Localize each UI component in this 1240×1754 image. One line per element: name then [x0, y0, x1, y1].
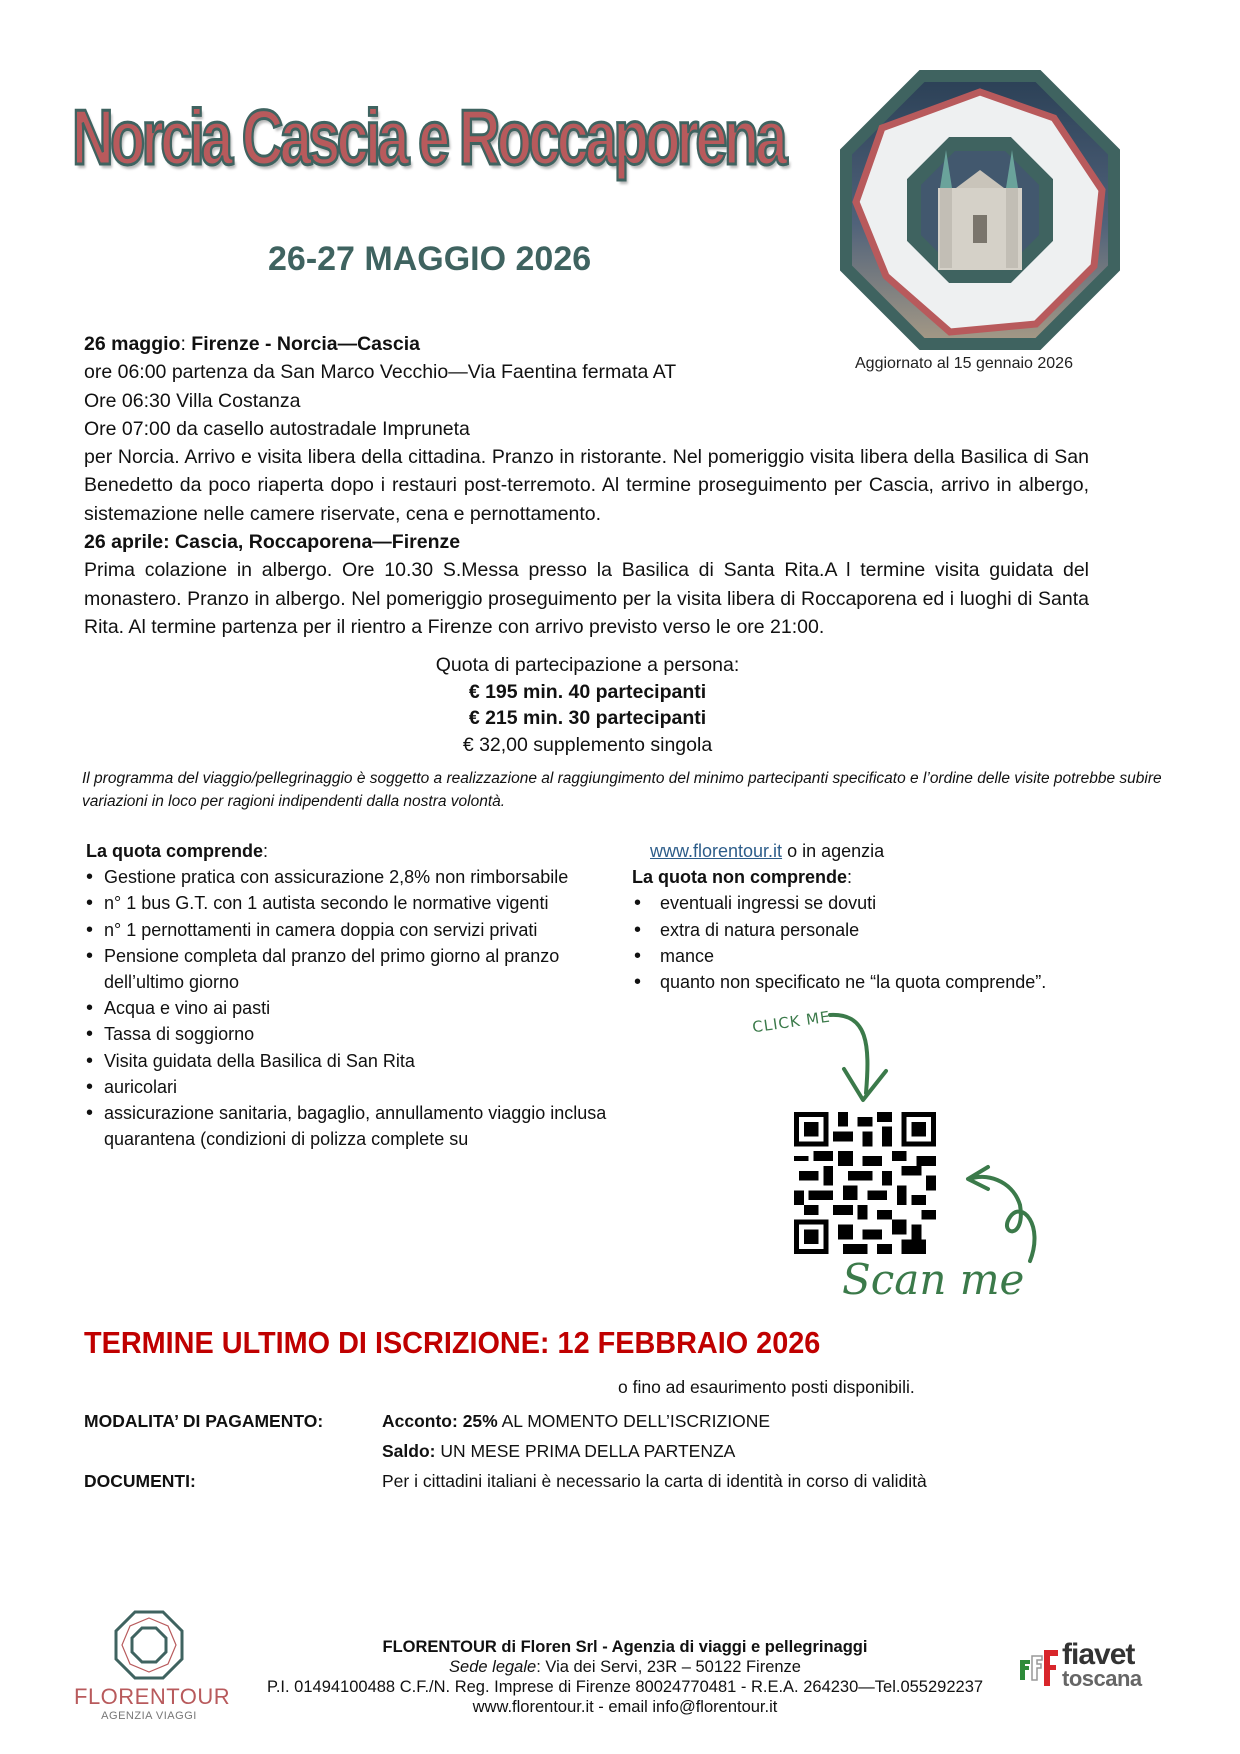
- day2-description: Prima colazione in albergo. Ore 10.30 S.Messa presso la Basilica di Santa Rita.A l termine visita guidata del monastero. Pranzo in albergo. Nel pomeriggio proseguimento per la visita libera di Roccaporena ed i luoghi di Santa Rita. Al termine partenza per il rientro a Firenze con arrivo previsto verso le ore 21:00.: [84, 559, 1089, 638]
- payment-row: [84, 1406, 927, 1436]
- day1-departure-2: Ore 06:30 Villa Costanza: [84, 389, 301, 412]
- trip-dates: 26-27 MAGGIO 2026: [268, 240, 592, 278]
- list-item: • auricolari: [86, 1074, 626, 1100]
- click-me-label: CLICK ME: [751, 1007, 832, 1037]
- list-item: • quanto non specificato ne “la quota comprende”.: [632, 969, 1112, 995]
- octagon-frame-icon: [840, 70, 1120, 350]
- terms: [84, 1406, 927, 1496]
- list-item: • Pensione completa dal pranzo del primo giorno al pranzo dell’ultimo giorno: [86, 943, 626, 995]
- single-supplement: € 32,00 supplemento singola: [462, 733, 713, 756]
- website-link[interactable]: www.florentour.it: [650, 841, 783, 861]
- fiavet-logo: [1018, 1638, 1168, 1694]
- excluded-section: www.florentour.it o in agenzia La quota non comprende: • eventuali ingressi se dovuti • extra di natura personale • mance • quanto non specificato ne “la quota comprende”.: [632, 838, 1112, 995]
- list-item: • Tassa di soggiorno: [86, 1021, 626, 1047]
- deposit-text: AL MOMENTO DELL’ISCRIZIONE: [497, 1411, 771, 1431]
- price-min-40: € 195 min. 40 partecipanti: [468, 680, 707, 703]
- fiavet-region: toscana: [1062, 1666, 1142, 1691]
- included-section: La quota comprende: • Gestione pratica con assicurazione 2,8% non rimborsabile • n° 1 bus G.T. con 1 autista secondo le normative vigenti • n° 1 pernottamenti in camera doppia con servizi privati • Pensione completa dal pranzo del primo giorno al pranzo dell’ultimo giorno • Acqua e vino ai pasti • Tassa di soggiorno • Visita guidata della Basilica di San Rita • auricolari • assicurazione sanitaria, bagaglio, annullamento viaggio inclusa quarantena (condizioni di polizza complete su: [86, 838, 626, 1152]
- octagon-logo-icon: [114, 1610, 184, 1680]
- pricing: [0, 652, 1175, 758]
- footer-info: [210, 1637, 1040, 1717]
- deposit-label: Acconto: 25%: [382, 1411, 498, 1431]
- list-item: • extra di natura personale: [632, 917, 1112, 943]
- footer-company: FLORENTOUR di Floren Srl - Agenzia di viaggi e pellegrinaggi: [382, 1638, 868, 1656]
- list-item: • Acqua e vino ai pasti: [86, 995, 626, 1021]
- continuation-text: o in agenzia: [782, 841, 885, 861]
- updated-date: Aggiornato al 15 gennaio 2026: [855, 355, 1073, 372]
- documents-row: [84, 1466, 927, 1496]
- excluded-heading: La quota non comprende: [632, 867, 848, 888]
- day1-date: 26 maggio: [84, 333, 181, 355]
- balance-text: UN MESE PRIMA DELLA PARTENZA: [435, 1441, 736, 1461]
- day1-departure-3: Ore 07:00 da casello autostradale Impruneta: [84, 417, 470, 440]
- documents-text: Per i cittadini italiani è necessario la carta di identità in corso di validità: [382, 1471, 927, 1491]
- payment-label: MODALITA’ DI PAGAMENTO:: [84, 1411, 324, 1431]
- florentour-logo: [74, 1610, 231, 1722]
- documents-label: DOCUMENTI:: [84, 1471, 196, 1491]
- fiavet-mark-icon: [1018, 1646, 1060, 1690]
- basilica-image: [840, 70, 1120, 350]
- qr-code-icon: [794, 1112, 936, 1254]
- list-item: • Visita guidata della Basilica di San Rita: [86, 1048, 626, 1074]
- list-item: • assicurazione sanitaria, bagaglio, annullamento viaggio inclusa quarantena (condizioni di polizza complete su: [86, 1100, 626, 1152]
- day1-heading: 26 maggio: Firenze - Norcia—Cascia: [84, 333, 420, 355]
- day1-route: Firenze - Norcia—Cascia: [191, 333, 420, 355]
- pricing-label: Quota di partecipazione a persona:: [435, 654, 740, 676]
- balance-label: Saldo:: [382, 1441, 436, 1461]
- footer-brand-sub: AGENZIA VIAGGI: [101, 1710, 197, 1722]
- list-item: • n° 1 pernottamenti in camera doppia con servizi privati: [86, 917, 626, 943]
- list-item: • eventuali ingressi se dovuti: [632, 890, 1112, 916]
- footer-registry: P.I. 01494100488 C.F./N. Reg. Imprese di Firenze 80024770481 - R.E.A. 264230—Tel.055292237: [266, 1678, 984, 1696]
- excluded-list: [632, 890, 1112, 995]
- itinerary: [84, 330, 1089, 641]
- scan-me-label: Scan me: [842, 1255, 1025, 1304]
- day1-departure-1: ore 06:00 partenza da San Marco Vecchio—Via Faentina fermata AT: [84, 361, 677, 384]
- footer-seat-label: Sede legale: [449, 1658, 537, 1676]
- deadline-note: o fino ad esaurimento posti disponibili.: [618, 1377, 915, 1397]
- fiavet-text: fiavet: [1062, 1638, 1135, 1671]
- list-item: • n° 1 bus G.T. con 1 autista secondo le normative vigenti: [86, 890, 626, 916]
- footer-contacts[interactable]: www.florentour.it - email info@florentour.it: [472, 1698, 778, 1716]
- page-title: Norcia Cascia e Roccaporena: [72, 93, 784, 181]
- list-item: • Gestione pratica con assicurazione 2,8% non rimborsabile: [86, 864, 626, 890]
- day2-heading: 26 aprile: Cascia, Roccaporena—Firenze: [84, 531, 461, 554]
- footer-brand: FLORENTOUR: [74, 1684, 231, 1709]
- included-list: [86, 864, 626, 1152]
- day1-description: per Norcia. Arrivo e visita libera della cittadina. Pranzo in ristorante. Nel pomeriggio visita libera della Basilica di San Benedetto da poco riaperta dopo i restauri post-terremoto. Al termine proseguimento per Cascia, arrivo in albergo, sistemazione nelle camere riservate, cena e pernottamento.: [84, 446, 1089, 525]
- disclaimer: Il programma del viaggio/pellegrinaggio è soggetto a realizzazione al raggiungimento del minimo partecipanti specificato e l’ordine delle visite potrebbe subire variazioni in loco per ragioni indipendenti dalla nostra volontà.: [82, 770, 1162, 810]
- qr-code[interactable]: [794, 1112, 936, 1254]
- price-min-30: € 215 min. 30 partecipanti: [468, 707, 707, 729]
- footer-seat-text: : Via dei Servi, 23R – 50122 Firenze: [536, 1658, 801, 1676]
- registration-deadline: TERMINE ULTIMO DI ISCRIZIONE: 12 FEBBRAIO 2026: [84, 1325, 821, 1360]
- list-item: • mance: [632, 943, 1112, 969]
- balance-row: [84, 1436, 927, 1466]
- included-heading: La quota comprende: [86, 841, 264, 861]
